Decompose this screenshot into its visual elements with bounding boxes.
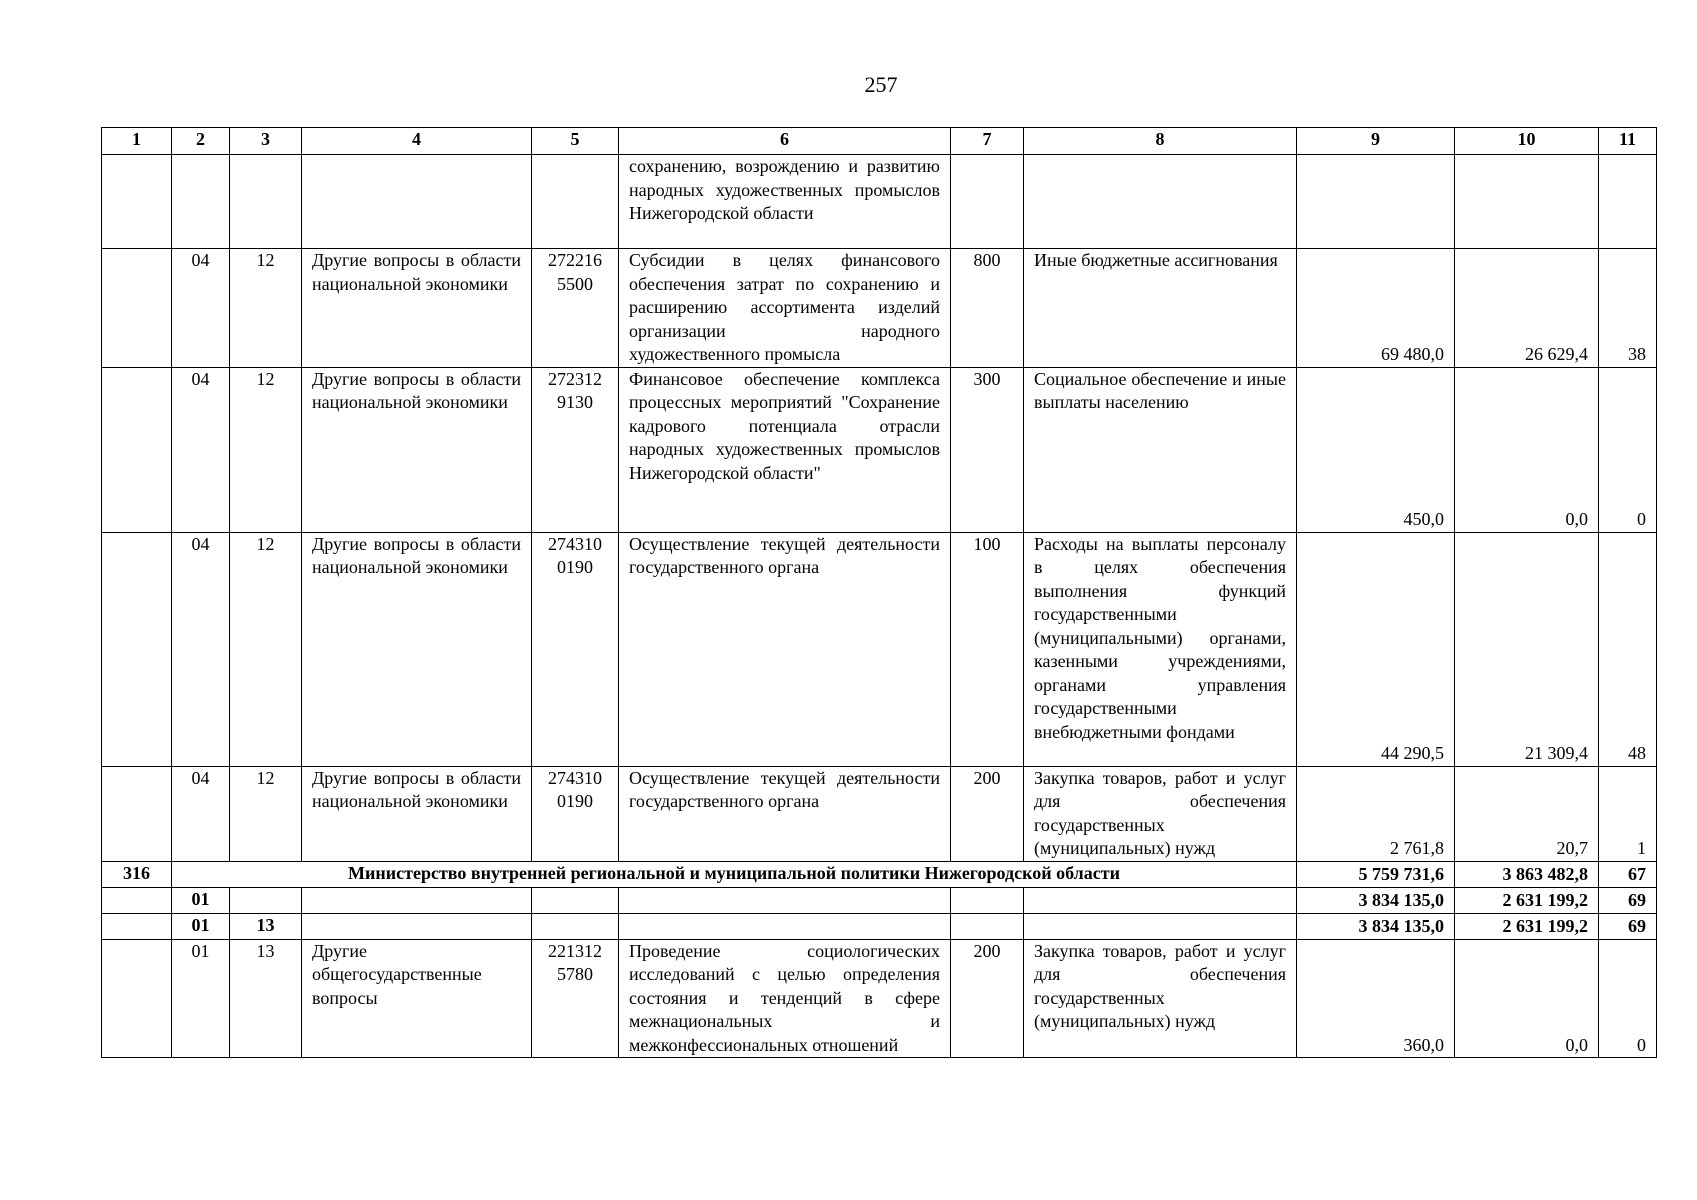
cell-plan — [1297, 155, 1455, 249]
cell-expense-name — [1024, 155, 1297, 249]
cell-plan: 3 834 135,0 — [1297, 887, 1455, 913]
col-header: 4 — [302, 128, 532, 155]
cell-subchapter-name: Другие общегосударственные вопросы — [302, 939, 532, 1058]
cell-subchapter-name: Другие вопросы в области национальной экономики — [302, 766, 532, 861]
cell-section — [102, 155, 172, 249]
cell-target-code: 274310 0190 — [532, 766, 619, 861]
cell-subchapter — [230, 155, 302, 249]
header-row — [102, 128, 1657, 155]
subchapter-total-row — [102, 913, 1657, 939]
cell-expense-type — [951, 887, 1024, 913]
cell-section — [102, 913, 172, 939]
col-header: 2 — [172, 128, 230, 155]
cell-subchapter — [230, 887, 302, 913]
cell-target-name: сохранению, возрождению и развитию народных художественных промыслов Нижегородской области — [619, 155, 951, 249]
cell-section — [102, 887, 172, 913]
cell-percent: 1 — [1599, 766, 1657, 861]
cell-expense-type: 200 — [951, 939, 1024, 1058]
cell-executed — [1455, 155, 1599, 249]
cell-subchapter: 12 — [230, 766, 302, 861]
cell-percent: 0 — [1599, 367, 1657, 532]
cell-executed: 20,7 — [1455, 766, 1599, 861]
col-header: 11 — [1599, 128, 1657, 155]
cell-expense-type: 800 — [951, 249, 1024, 368]
cell-expense-type: 200 — [951, 766, 1024, 861]
cell-expense-name: Закупка товаров, работ и услуг для обеспечения государственных (муниципальных) нужд — [1024, 766, 1297, 861]
cell-expense-name: Расходы на выплаты персоналу в целях обеспечения выполнения функций государственными (муниципальными) органами, казенными учреждениями, органами управления государственными внебюджетными фондами — [1024, 532, 1297, 766]
cell-target-name: Осуществление текущей деятельности государственного органа — [619, 766, 951, 861]
table-row — [102, 939, 1657, 1058]
table-row — [102, 532, 1657, 766]
col-header: 3 — [230, 128, 302, 155]
cell-target-name: Проведение социологических исследований с целью определения состояния и тенденций в сфере межнациональных и межконфессиональных отношений — [619, 939, 951, 1058]
cell-chapter: 04 — [172, 249, 230, 368]
cell-section — [102, 939, 172, 1058]
cell-section — [102, 249, 172, 368]
cell-expense-name: Социальное обеспечение и иные выплаты населению — [1024, 367, 1297, 532]
chapter-total-row — [102, 887, 1657, 913]
cell-chapter: 01 — [172, 913, 230, 939]
table-row — [102, 766, 1657, 861]
cell-target-name — [619, 913, 951, 939]
col-header: 9 — [1297, 128, 1455, 155]
cell-expense-name: Иные бюджетные ассигнования — [1024, 249, 1297, 368]
cell-section: 316 — [102, 861, 172, 887]
cell-expense-type — [951, 913, 1024, 939]
cell-plan: 360,0 — [1297, 939, 1455, 1058]
cell-executed: 0,0 — [1455, 939, 1599, 1058]
cell-subchapter: 13 — [230, 939, 302, 1058]
col-header: 10 — [1455, 128, 1599, 155]
cell-expense-type: 100 — [951, 532, 1024, 766]
cell-target-code — [532, 913, 619, 939]
cell-expense-type — [951, 155, 1024, 249]
col-header: 7 — [951, 128, 1024, 155]
col-header: 5 — [532, 128, 619, 155]
cell-target-name — [619, 887, 951, 913]
ministry-row — [102, 861, 1657, 887]
cell-chapter: 04 — [172, 766, 230, 861]
cell-target-code: 272216 5500 — [532, 249, 619, 368]
cell-expense-name — [1024, 913, 1297, 939]
cell-chapter: 04 — [172, 532, 230, 766]
cell-plan: 69 480,0 — [1297, 249, 1455, 368]
cell-chapter — [172, 155, 230, 249]
cell-target-code: 221312 5780 — [532, 939, 619, 1058]
cell-target-code: 272312 9130 — [532, 367, 619, 532]
cell-target-name: Субсидии в целях финансового обеспечения затрат по сохранению и расширению ассортимента изделий организации народного художественного промысла — [619, 249, 951, 368]
cell-chapter: 01 — [172, 939, 230, 1058]
budget-table — [101, 127, 1657, 1058]
table-row — [102, 155, 1657, 249]
cell-executed: 3 863 482,8 — [1455, 861, 1599, 887]
cell-percent — [1599, 155, 1657, 249]
cell-target-code: 274310 0190 — [532, 532, 619, 766]
cell-subchapter-name: Другие вопросы в области национальной экономики — [302, 367, 532, 532]
cell-plan: 450,0 — [1297, 367, 1455, 532]
cell-subchapter: 13 — [230, 913, 302, 939]
cell-subchapter-name — [302, 155, 532, 249]
cell-percent: 38 — [1599, 249, 1657, 368]
col-header: 8 — [1024, 128, 1297, 155]
table-row — [102, 367, 1657, 532]
cell-section — [102, 367, 172, 532]
cell-subchapter: 12 — [230, 249, 302, 368]
cell-target-name: Осуществление текущей деятельности государственного органа — [619, 532, 951, 766]
page-number: 257 — [864, 72, 898, 97]
cell-subchapter-name — [302, 913, 532, 939]
cell-target-name: Финансовое обеспечение комплекса процессных мероприятий "Сохранение кадрового потенциала отрасли народных художественных промыслов Нижегородской области" — [619, 367, 951, 532]
cell-subchapter-name: Другие вопросы в области национальной экономики — [302, 249, 532, 368]
cell-expense-name: Закупка товаров, работ и услуг для обеспечения государственных (муниципальных) нужд — [1024, 939, 1297, 1058]
cell-expense-name — [1024, 887, 1297, 913]
cell-subchapter-name: Другие вопросы в области национальной экономики — [302, 532, 532, 766]
cell-executed: 0,0 — [1455, 367, 1599, 532]
cell-chapter: 04 — [172, 367, 230, 532]
cell-section — [102, 766, 172, 861]
ministry-name: Министерство внутренней региональной и муниципальной политики Нижегородской области — [172, 861, 1297, 887]
cell-section — [102, 532, 172, 766]
col-header: 6 — [619, 128, 951, 155]
cell-expense-type: 300 — [951, 367, 1024, 532]
cell-chapter: 01 — [172, 887, 230, 913]
cell-plan: 3 834 135,0 — [1297, 913, 1455, 939]
table-row — [102, 249, 1657, 368]
cell-subchapter: 12 — [230, 532, 302, 766]
cell-executed: 21 309,4 — [1455, 532, 1599, 766]
cell-percent: 69 — [1599, 913, 1657, 939]
cell-percent: 67 — [1599, 861, 1657, 887]
cell-plan: 44 290,5 — [1297, 532, 1455, 766]
cell-plan: 5 759 731,6 — [1297, 861, 1455, 887]
cell-percent: 48 — [1599, 532, 1657, 766]
cell-executed: 2 631 199,2 — [1455, 887, 1599, 913]
cell-subchapter-name — [302, 887, 532, 913]
cell-percent: 69 — [1599, 887, 1657, 913]
col-header: 1 — [102, 128, 172, 155]
cell-target-code — [532, 155, 619, 249]
cell-plan: 2 761,8 — [1297, 766, 1455, 861]
cell-target-code — [532, 887, 619, 913]
cell-executed: 26 629,4 — [1455, 249, 1599, 368]
cell-subchapter: 12 — [230, 367, 302, 532]
cell-executed: 2 631 199,2 — [1455, 913, 1599, 939]
cell-percent: 0 — [1599, 939, 1657, 1058]
